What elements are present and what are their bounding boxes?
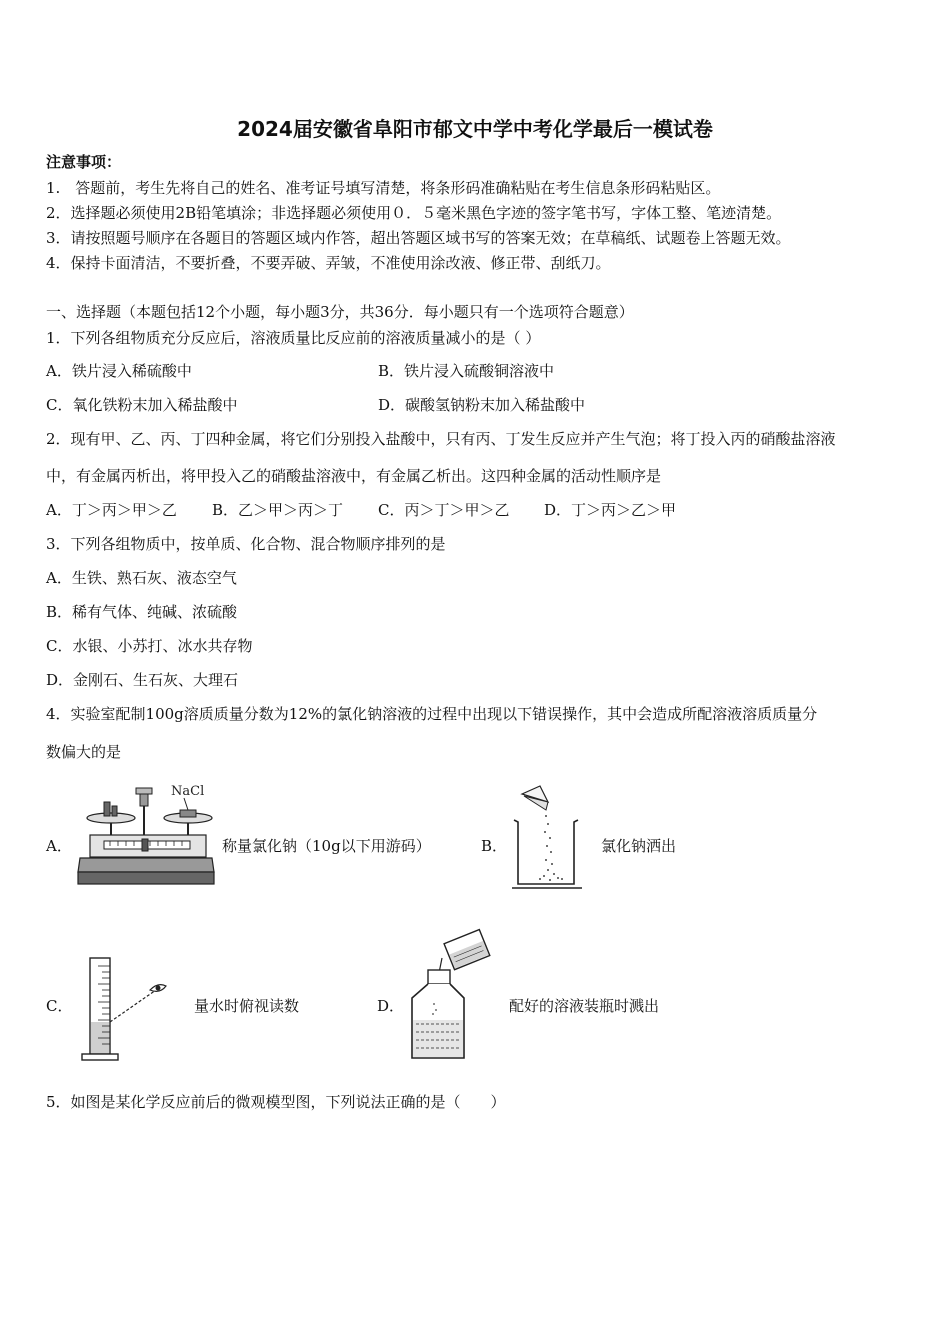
q3-option-c: C．水银、小苏打、冰水共存物 (46, 637, 253, 655)
question-2-stem: 2．现有甲、乙、丙、丁四种金属，将它们分别投入盐酸中，只有丙、丁发生反应并产生气泡；将丁投入丙的硝酸盐溶液 (46, 430, 836, 448)
q4-option-a-text: 称量氯化钠（10g以下用游码） (222, 837, 431, 855)
notice-item: 3．请按照题号顺序在各题目的答题区域内作答，超出答题区域书写的答案无效；在草稿纸、试题卷上答题无效。 (46, 229, 791, 247)
balance-scale-illustration (76, 780, 216, 888)
question-1-stem: 1．下列各组物质充分反应后，溶液质量比反应前的溶液质量减小的是（ ） (46, 329, 541, 347)
q4-option-d-text: 配好的溶液装瓶时溅出 (509, 997, 660, 1015)
notice-item: 2．选择题必须使用2B铅笔填涂；非选择题必须使用０．５毫米黑色字迹的签字笔书写，字体工整、笔迹清楚。 (46, 204, 782, 222)
section-heading: 一、选择题（本题包括12个小题，每小题3分，共36分．每小题只有一个选项符合题意） (46, 303, 634, 321)
notice-item: 1. 答题前，考生先将自己的姓名、准考证号填写清楚，将条形码准确粘贴在考生信息条形码粘贴区。 (46, 179, 721, 197)
question-4-stem-cont: 数偏大的是 (46, 743, 122, 761)
question-2-stem-cont: 中，有金属丙析出，将甲投入乙的硝酸盐溶液中，有金属乙析出。这四种金属的活动性顺序是 (46, 467, 662, 485)
q4-option-d-letter: D． (377, 997, 405, 1015)
q1-option-c: C．氧化铁粉末加入稀盐酸中 (46, 396, 238, 414)
page-title: 2024届安徽省阜阳市郁文中学中考化学最后一模试卷 (237, 117, 713, 141)
q2-option-b: B．乙＞甲＞丙＞丁 (212, 501, 344, 519)
question-4-stem: 4．实验室配制100g溶质质量分数为12%的氯化钠溶液的过程中出现以下错误操作，其中会造成所配溶液溶质质量分 (46, 705, 818, 723)
q1-option-a: A．铁片浸入稀硫酸中 (46, 362, 192, 380)
q2-option-c: C．丙＞丁＞甲＞乙 (378, 501, 510, 519)
beaker-spill-illustration (510, 780, 590, 892)
q4-option-b-text: 氯化钠洒出 (601, 837, 677, 855)
q3-option-a: A．生铁、熟石灰、液态空气 (46, 569, 237, 587)
question-3-stem: 3．下列各组物质中，按单质、化合物、混合物顺序排列的是 (46, 535, 446, 553)
q3-option-b: B．稀有气体、纯碱、浓硫酸 (46, 603, 238, 621)
q1-option-b: B．铁片浸入硫酸铜溶液中 (378, 362, 555, 380)
notice-heading: 注意事项： (46, 153, 122, 171)
q1-option-d: D．碳酸氢钠粉末加入稀盐酸中 (378, 396, 586, 414)
q2-option-d: D．丁＞丙＞乙＞甲 (544, 501, 677, 519)
q2-option-a: A．丁＞丙＞甲＞乙 (46, 501, 177, 519)
nacl-label: NaCl (171, 784, 205, 799)
q4-option-a-letter: A． (46, 837, 72, 855)
q4-option-b-letter: B． (481, 837, 508, 855)
question-5-stem: 5．如图是某化学反应前后的微观模型图，下列说法正确的是（ ） (46, 1093, 506, 1111)
graduated-cylinder-illustration (78, 952, 174, 1064)
bottle-pouring-illustration (404, 928, 500, 1064)
q4-option-c-letter: C． (46, 997, 73, 1015)
q4-option-c-text: 量水时俯视读数 (194, 997, 300, 1015)
q3-option-d: D．金刚石、生石灰、大理石 (46, 671, 239, 689)
notice-item: 4．保持卡面清洁，不要折叠，不要弄破、弄皱，不准使用涂改液、修正带、刮纸刀。 (46, 254, 611, 272)
